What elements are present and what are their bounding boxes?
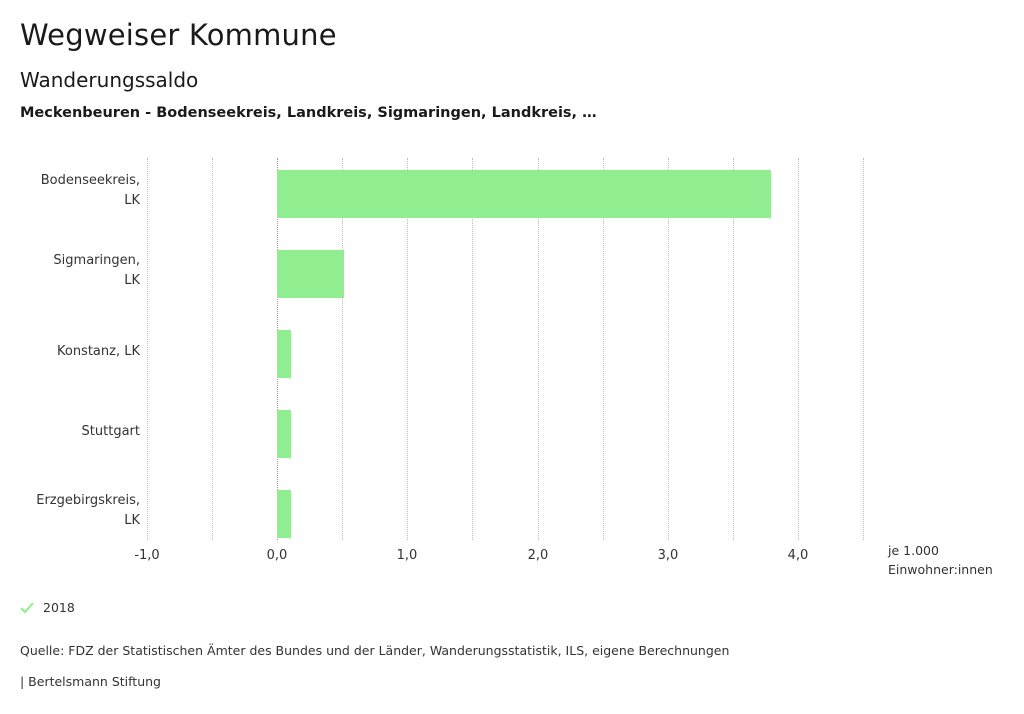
bar-stuttgart[interactable] xyxy=(277,410,291,458)
bar-erzgebirgskreis-lk[interactable] xyxy=(277,490,291,538)
category-label-1-line-0: Sigmaringen, xyxy=(53,253,140,268)
bar-bodenseekreis-lk[interactable] xyxy=(277,170,771,218)
bar-konstanz-lk[interactable] xyxy=(277,330,291,378)
legend-item-label-2018: 2018 xyxy=(43,600,75,615)
xtick-minus-1: -1,0 xyxy=(134,548,160,563)
source-note: Quelle: FDZ der Statistischen Ämter des Bundes und der Länder, Wanderungsstatistik, ILS, eigene Berechnungen xyxy=(20,643,730,658)
chart-legend[interactable] xyxy=(20,600,75,615)
category-label-4-line-1: LK xyxy=(124,513,140,528)
gridline-minus-1 xyxy=(147,158,148,540)
category-label-2 xyxy=(0,342,140,362)
check-icon xyxy=(20,601,34,615)
chart-title: Wanderungssaldo xyxy=(20,68,199,92)
category-label-0-line-1: LK xyxy=(124,193,140,208)
category-label-2-line-0: Konstanz, LK xyxy=(56,344,140,359)
xtick-4: 4,0 xyxy=(787,548,809,563)
category-label-0-line-0: Bodenseekreis, xyxy=(40,173,140,188)
publisher-note: | Bertelsmann Stiftung xyxy=(20,674,161,689)
category-label-0 xyxy=(0,171,140,211)
page-title: Wegweiser Kommune xyxy=(20,18,337,52)
xtick-0: 0,0 xyxy=(266,548,288,563)
region-label: Meckenbeuren - Bodenseekreis, Landkreis, Sigmaringen, Landkreis, … xyxy=(20,105,597,121)
category-label-3-line-0: Stuttgart xyxy=(81,424,140,439)
category-label-1-line-1: LK xyxy=(124,273,140,288)
axis-unit-line-2: Einwohner:innen xyxy=(888,562,993,577)
category-label-3 xyxy=(0,422,140,442)
gridline-minus-0-5 xyxy=(212,158,213,540)
xtick-3: 3,0 xyxy=(657,548,679,563)
category-label-4 xyxy=(0,491,140,531)
category-label-4-line-0: Erzgebirgskreis, xyxy=(36,493,140,508)
bar-chart xyxy=(0,150,1024,577)
xtick-2: 2,0 xyxy=(527,548,549,563)
bar-sigmaringen-lk[interactable] xyxy=(277,250,344,298)
gridline-4 xyxy=(798,158,799,540)
gridline-4-5 xyxy=(863,158,864,540)
xtick-1: 1,0 xyxy=(396,548,418,563)
category-label-1 xyxy=(0,251,140,291)
axis-unit-label xyxy=(888,541,993,579)
axis-unit-line-1: je 1.000 xyxy=(888,543,939,558)
